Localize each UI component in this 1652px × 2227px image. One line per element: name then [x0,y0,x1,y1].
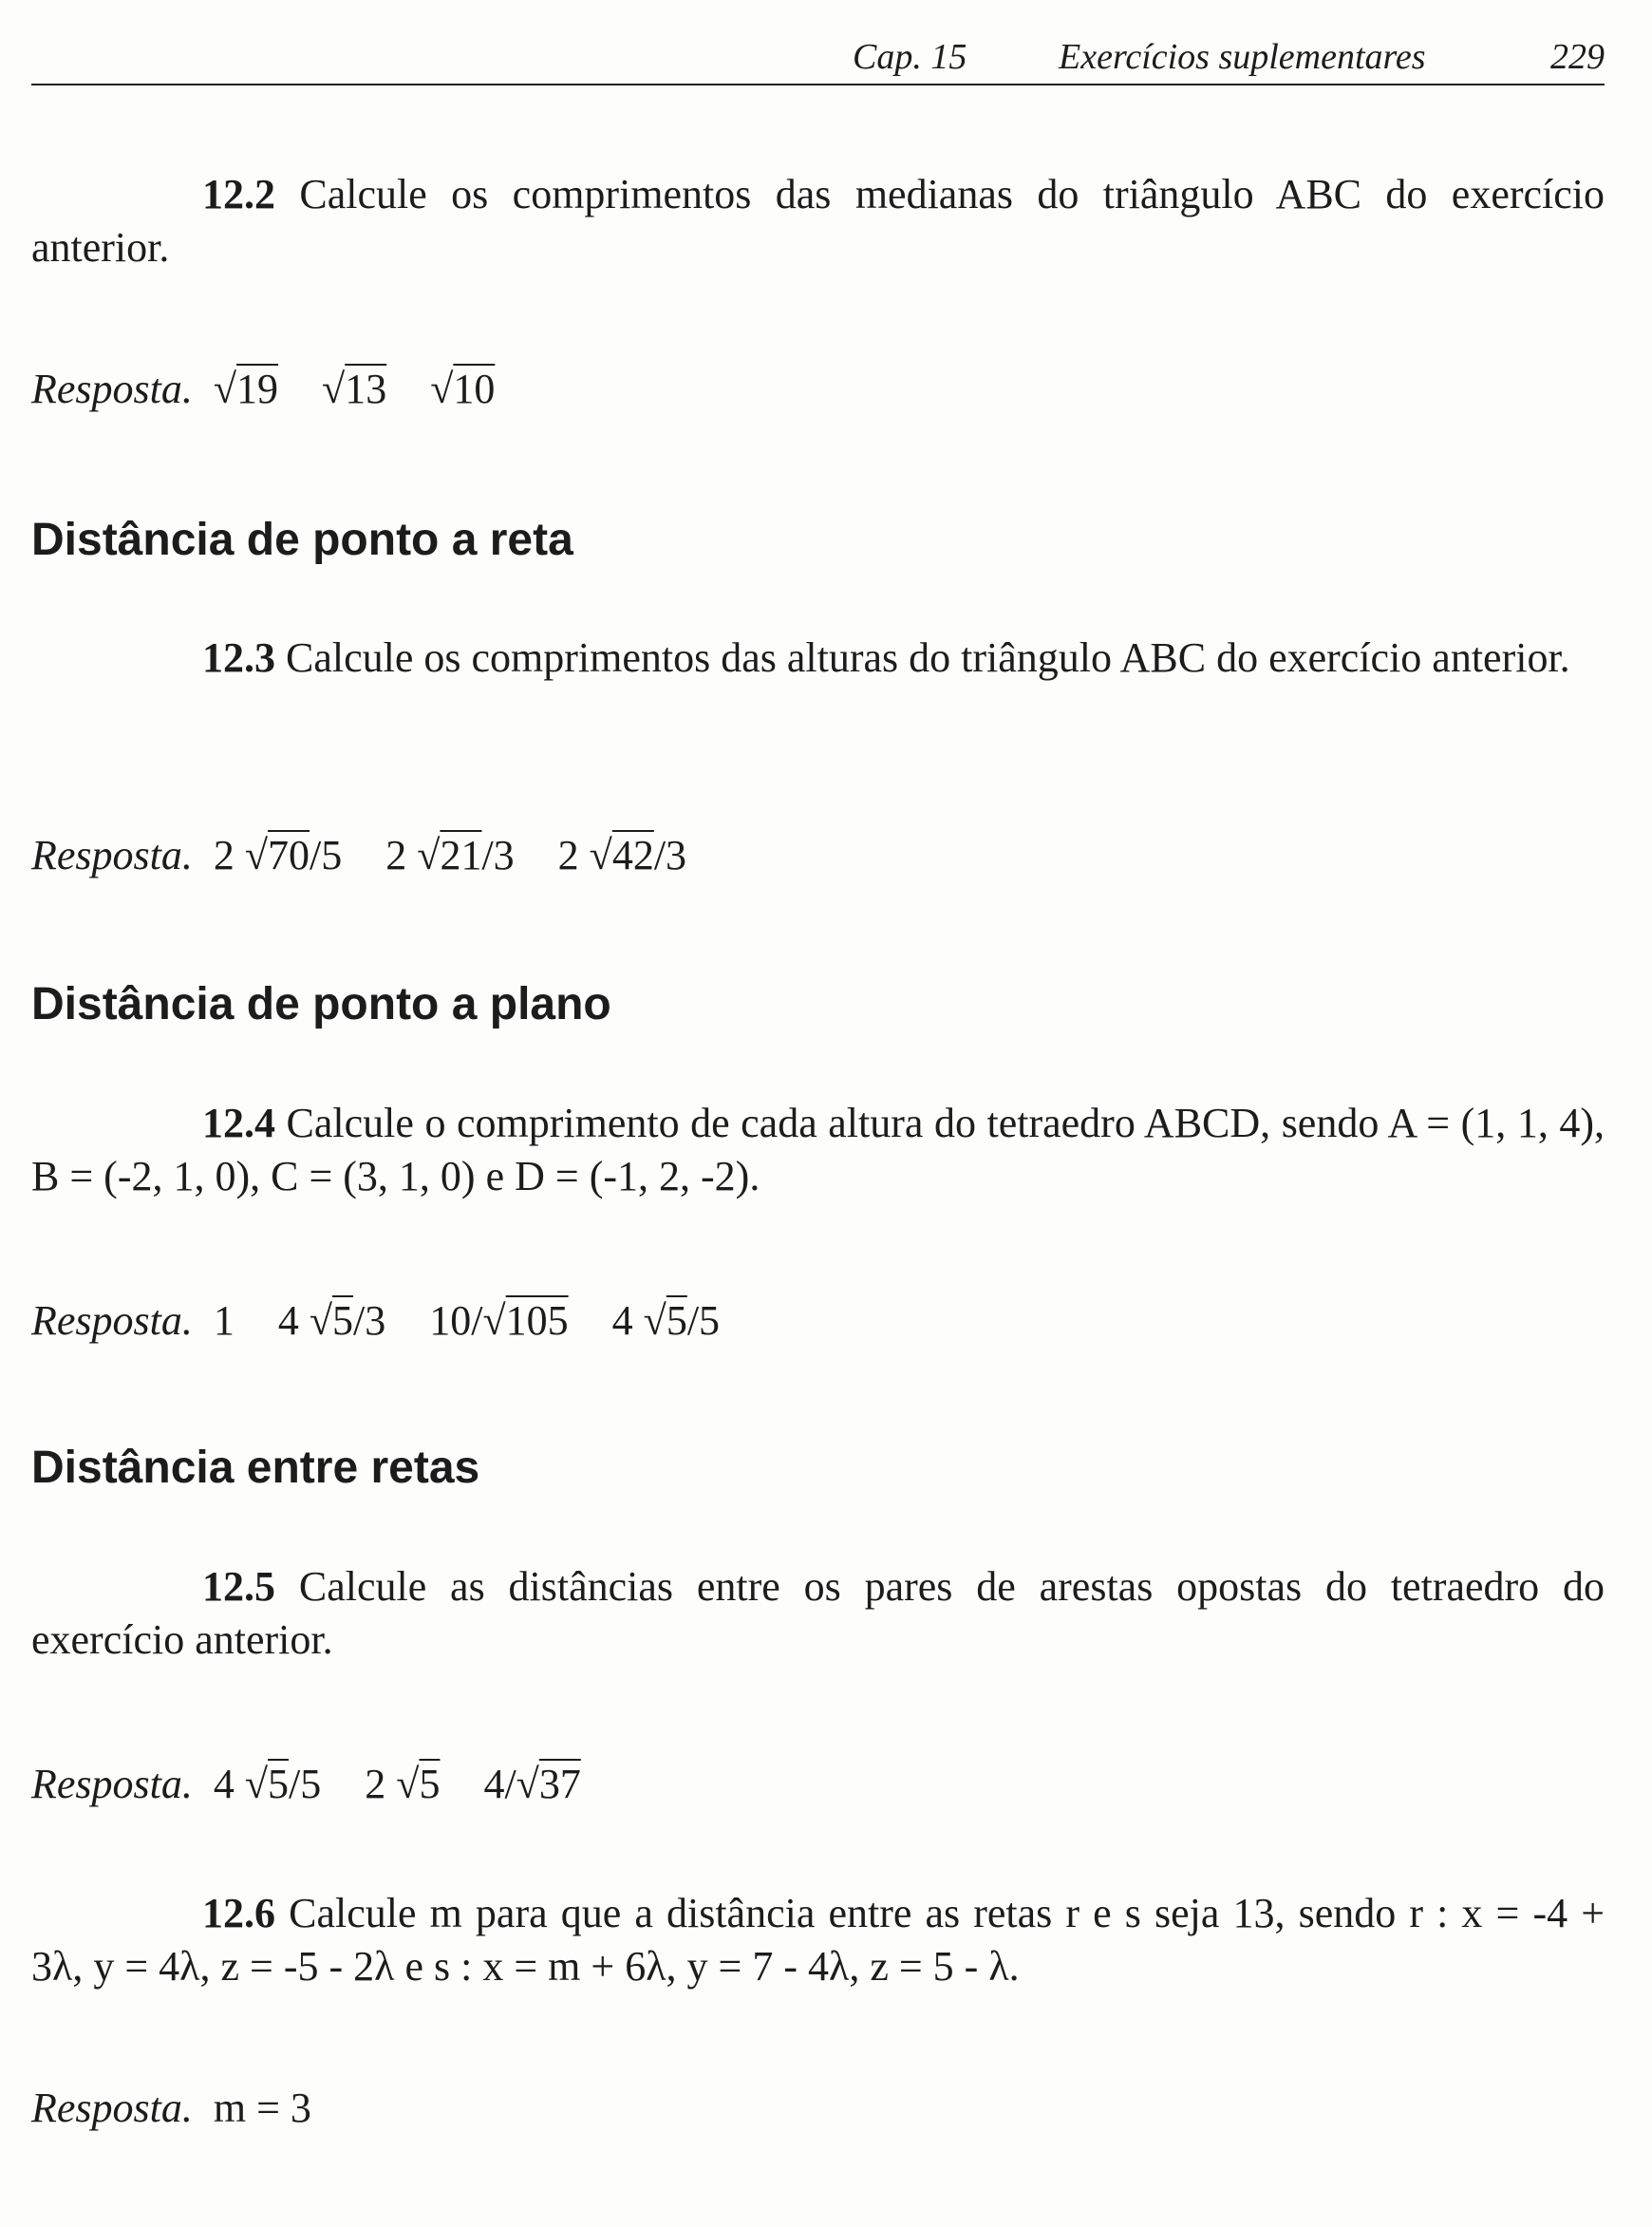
exercise-text: Calcule m para que a distância entre as retas r e s seja 13, sendo r : x = -4 + 3λ, y = 4λ, z = -5 - 2λ e s : x = m + 6λ, y = 7 - 4λ, z = 5 - λ. [31,1890,1605,1990]
answer-value: √19 [213,366,279,412]
exercise-number: 12.6 [202,1890,275,1936]
answer-label: Resposta. [31,1297,193,1344]
answer-value: 10/√105 [429,1297,569,1344]
answer-value: 4/√37 [483,1761,581,1807]
answer-value: √13 [322,366,387,412]
exercise-12-2 [31,168,1605,274]
answer-12-6 [31,2082,1605,2135]
answer-value: 4 √5/5 [213,1761,322,1807]
exercise-number: 12.5 [202,1563,275,1610]
exercise-12-3 [31,632,1605,685]
exercise-text: Calcule os comprimentos das alturas do triângulo ABC do exercício anterior. [286,634,1570,681]
answer-value: m = 3 [213,2085,311,2131]
exercise-number: 12.3 [202,634,275,681]
answer-value: 1 [213,1297,235,1344]
exercise-12-4 [31,1097,1605,1203]
answer-12-3 [31,829,1605,882]
exercise-text: Calcule os comprimentos das medianas do triângulo ABC do exercício anterior. [31,171,1605,271]
answer-value: 2 √42/3 [557,832,687,878]
answer-value: 4 √5/5 [611,1297,721,1344]
answer-value: √10 [430,366,496,412]
answer-value: 2 √70/5 [213,832,343,878]
exercise-text: Calcule o comprimento de cada altura do tetraedro ABCD, sendo A = (1, 1, 4), B = (-2, 1, 0), C = (3, 1, 0) e D = (-1, 2, -2). [31,1100,1605,1199]
answer-label: Resposta. [31,2085,193,2131]
section-heading: Distância de ponto a plano [31,979,611,1029]
exercise-12-5 [31,1560,1605,1667]
exercise-12-6 [31,1887,1605,1993]
section-heading: Distância entre retas [31,1443,480,1493]
answer-12-4 [31,1294,1605,1348]
answer-label: Resposta. [31,366,193,412]
header-title: Exercícios suplementares [1059,37,1426,77]
header-chapter: Cap. 15 [853,37,967,77]
answer-value: 2 √5 [365,1761,441,1807]
exercise-number: 12.4 [202,1100,275,1146]
answer-label: Resposta. [31,1761,193,1807]
section-heading: Distância de ponto a reta [31,515,573,565]
page-number: 229 [1550,37,1605,77]
exercise-text: Calcule as distâncias entre os pares de arestas opostas do tetraedro do exercício anterior. [31,1563,1605,1663]
answer-value: 4 √5/3 [277,1297,386,1344]
running-header [31,19,1605,85]
exercise-number: 12.2 [202,171,275,217]
answer-12-5 [31,1758,1605,1811]
answer-12-2 [31,363,1605,416]
answer-label: Resposta. [31,832,193,878]
answer-value: 2 √21/3 [385,832,515,878]
